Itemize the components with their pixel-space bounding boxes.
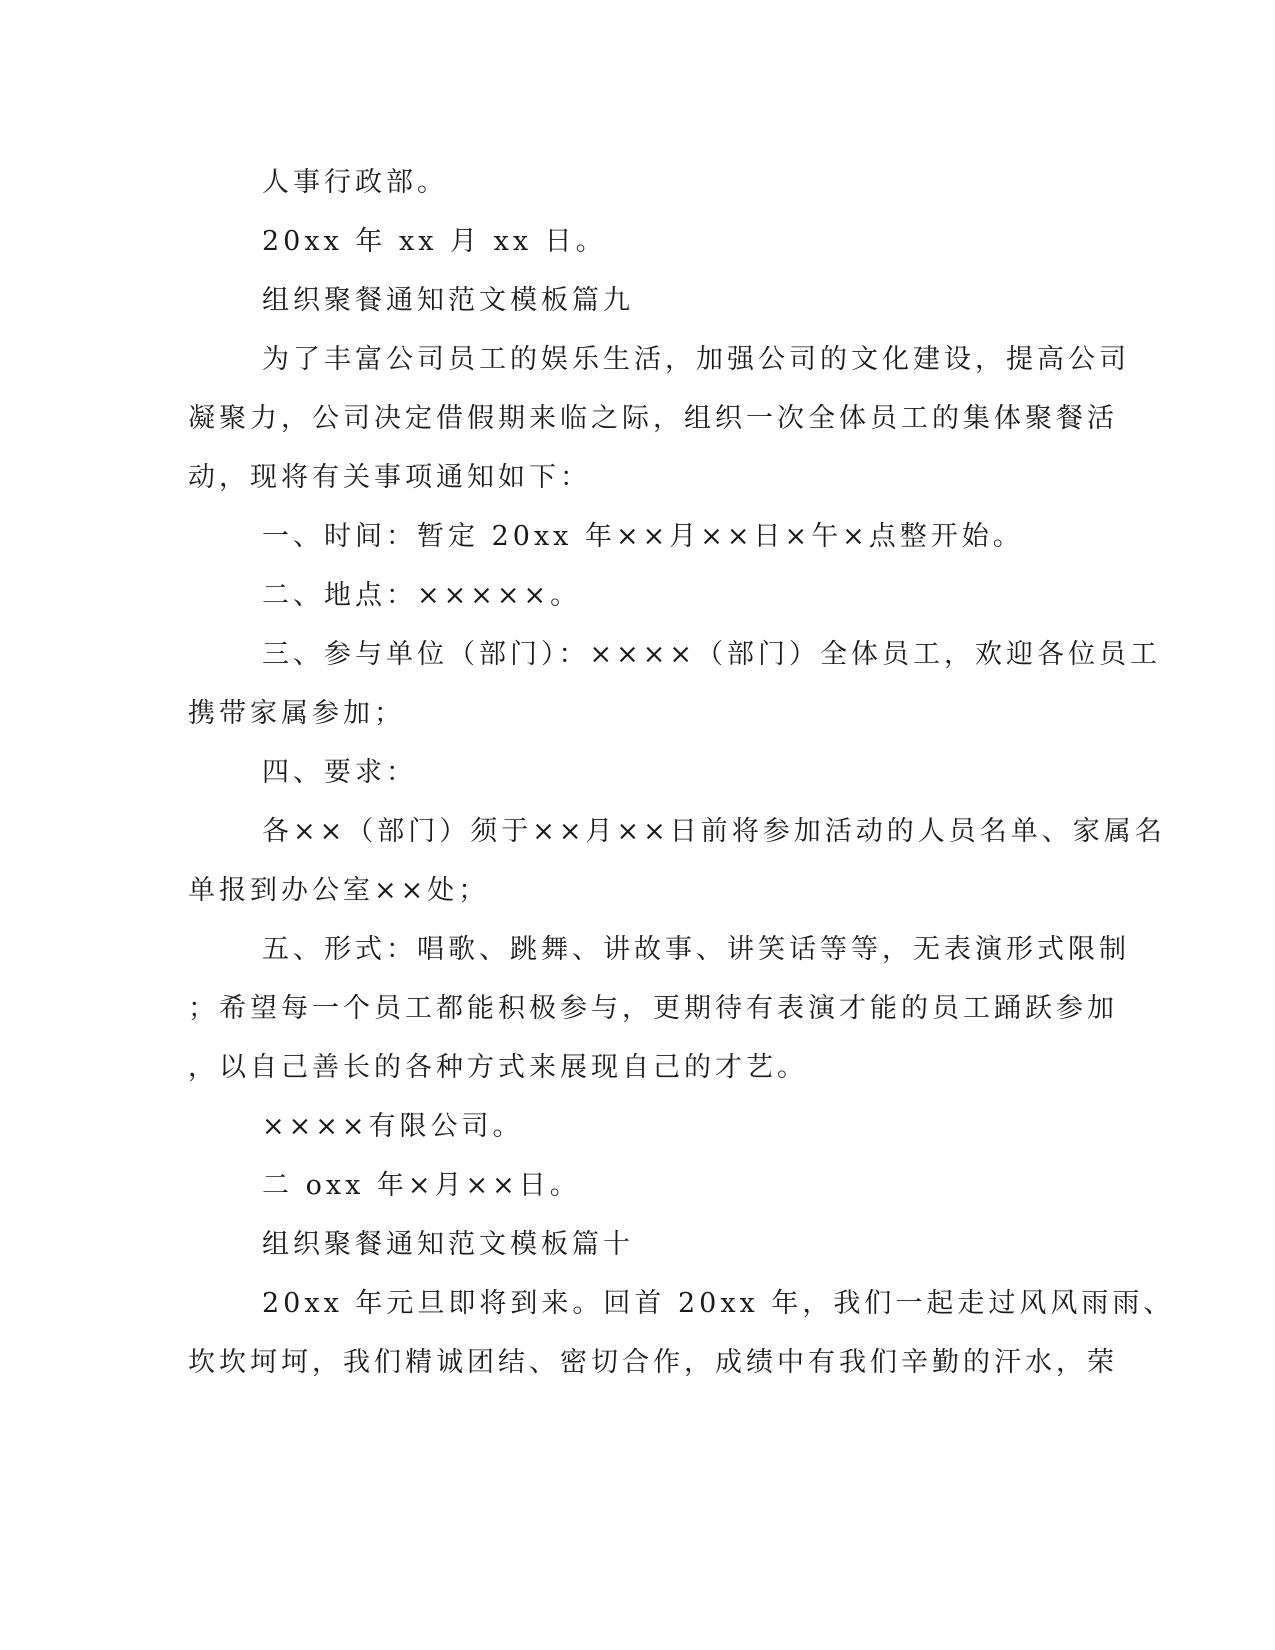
paragraph-line: 凝聚力，公司决定借假期来临之际，组织一次全体员工的集体聚餐活 [188,403,1118,434]
paragraph-line: 各××（部门）须于××月××日前将参加活动的人员名单、家属名 [262,816,1166,847]
item-format: 五、形式：唱歌、跳舞、讲故事、讲笑话等等，无表演形式限制 [262,934,1130,965]
paragraph-line: 单报到办公室××处； [188,875,490,906]
item-participants: 三、参与单位（部门）：××××（部门）全体员工，欢迎各位员工 [262,639,1161,670]
item-participants-cont: 携带家属参加； [188,698,405,729]
section-heading-9: 组织聚餐通知范文模板篇九 [262,285,634,316]
section-heading-10: 组织聚餐通知范文模板篇十 [262,1229,634,1260]
signature-date: 20xx 年 xx 月 xx 日。 [262,226,607,257]
signature-department: 人事行政部。 [262,167,448,198]
signature-company: ××××有限公司。 [262,1111,524,1142]
item-location: 二、地点：×××××。 [262,580,582,611]
paragraph-line: ；希望每一个员工都能积极参与，更期待有表演才能的员工踊跃参加 [188,993,1118,1024]
signature-date-2: 二 oxx 年×月××日。 [262,1170,581,1201]
paragraph-line: 坎坎坷坷，我们精诚团结、密切合作，成绩中有我们辛勤的汗水，荣 [188,1347,1118,1378]
paragraph-line: ，以自己善长的各种方式来展现自己的才艺。 [188,1052,808,1083]
paragraph-line: 为了丰富公司员工的娱乐生活，加强公司的文化建设，提高公司 [262,344,1130,375]
paragraph-line: 20xx 年元旦即将到来。回首 20xx 年，我们一起走过风风雨雨、 [262,1288,1175,1319]
paragraph-line: 动，现将有关事项通知如下： [188,462,591,493]
item-requirements: 四、要求： [262,757,417,788]
item-time: 一、时间：暂定 20xx 年××月××日×午×点整开始。 [262,521,1024,552]
